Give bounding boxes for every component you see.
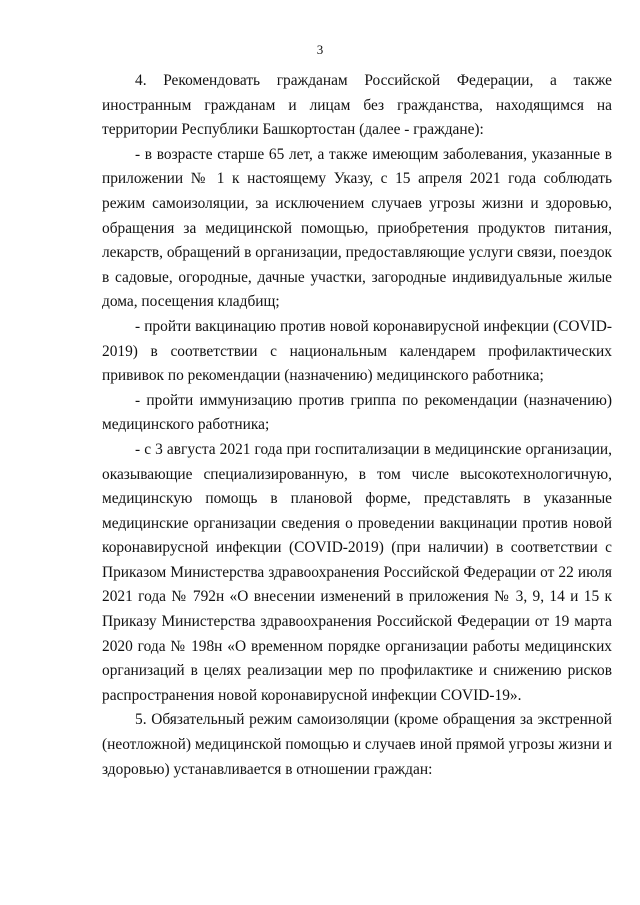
paragraph-covid-vaccination: - пройти вакцинацию против новой коронавирусной инфекции (COVID-2019) в соответствии с национальным календарем профилактических прививок по рекомендации (назначению) медицинского работника; [102, 317, 612, 385]
page-number: 3 [316, 42, 324, 57]
paragraph-hospitalization-vaccination-info: - с 3 августа 2021 года при госпитализации в медицинские организации, оказывающие специализированную, в том числе высокотехнологичную, медицинскую помощь в плановой форме, представлять в указанные медицинские организации сведения о проведении вакцинации против новой коронавирусной инфекции (COVID-2019) (при наличии) в соответствии с Приказом Министерства здравоохранения Российской Федерации от 22 июля 2021 года № 792н «О внесении изменений в приложения № 3, 9, 14 и 15 к Приказу Министерства здравоохранения Российской Федерации от 19 марта 2020 года № 198н «О временном порядке организации работы медицинских организаций в целях реализации мер по профилактике и снижению рисков распространения новой коронавирусной инфекции COVID-19». [102, 440, 612, 704]
paragraph-item-4-recommendations: 4. Рекомендовать гражданам Российской Федерации, а также иностранным гражданам и лицам без гражданства, находящимся на территории Республики Башкортостан (далее - граждане): [102, 72, 612, 139]
paragraph-item-5-mandatory-self-isolation: 5. Обязательный режим самоизоляции (кроме обращения за экстренной (неотложной) медицинской помощью и случаев иной прямой угрозы жизни и здоровью) устанавливается в отношении граждан: [102, 711, 612, 778]
document-body [102, 69, 612, 782]
paragraph-self-isolation-65-plus: - в возрасте старше 65 лет, а также имеющим заболевания, указанные в приложении № 1 к настоящему Указу, с 15 апреля 2021 года соблюдать режим самоизоляции, за исключением случаев угрозы жизни и здоровью, обращения за медицинской помощью, приобретения продуктов питания, лекарств, обращений в организации, предоставляющие услуги связи, поездок в садовые, огородные, дачные участки, загородные индивидуальные жилые дома, посещения кладбищ; [102, 145, 612, 311]
paragraph-flu-immunization: - пройти иммунизацию против гриппа по рекомендации (назначению) медицинского работника; [102, 391, 612, 434]
